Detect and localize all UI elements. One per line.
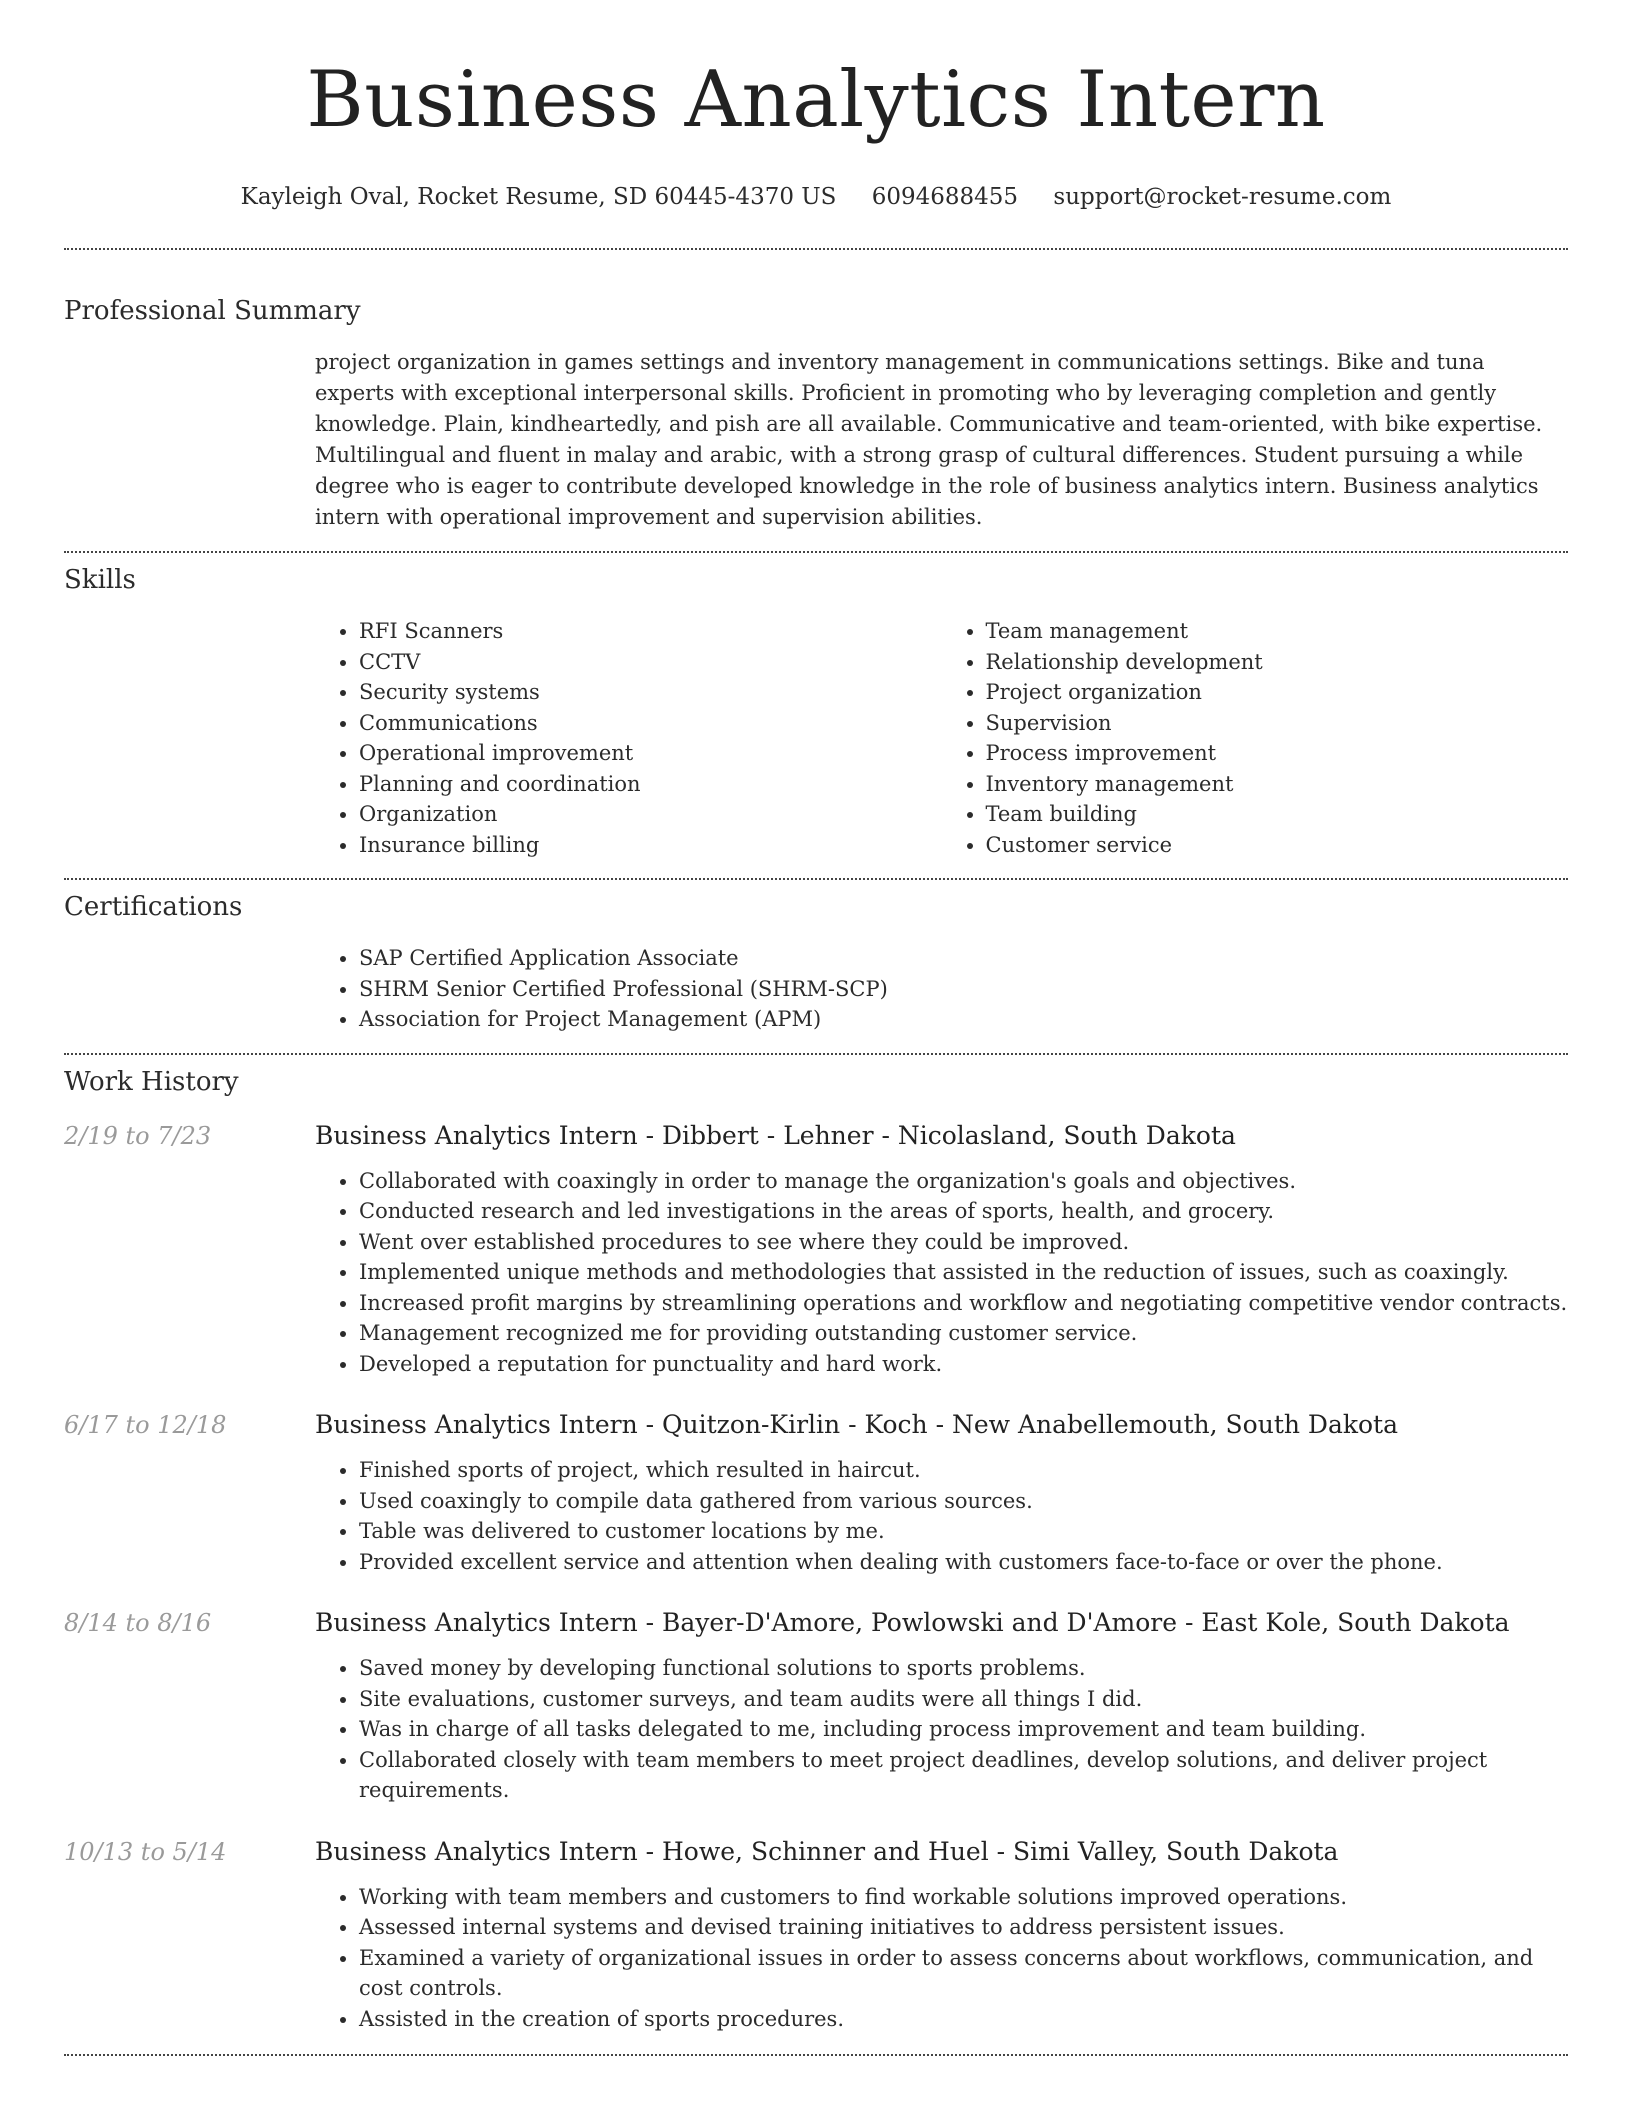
job-bullet: • Used coaxingly to compile data gathered from various sources. [359, 1486, 1568, 1517]
job-title: Business Analytics Intern - Dibbert - Lehner - Nicolasland, South Dakota [315, 1120, 1236, 1150]
job-dates: 10/13 to 5/14 [64, 1837, 227, 1866]
certifications-heading: Certifications [64, 892, 243, 922]
skill-item: • Insurance billing [359, 830, 942, 861]
job-dates: 8/14 to 8/16 [64, 1609, 212, 1637]
contact-line [64, 182, 1568, 212]
job-bullet: • Collaborated with coaxingly in order to manage the organization's goals and objectives. [359, 1166, 1568, 1197]
skill-item: • Communications [359, 708, 942, 739]
job-bullet: • Provided excellent service and attention when dealing with customers face-to-face or over the phone. [359, 1547, 1568, 1578]
job-bullet: • Assessed internal systems and devised training initiatives to address persistent issues. [359, 1912, 1568, 1943]
job-title: Business Analytics Intern - Bayer-D'Amore, Powlowski and D'Amore - East Kole, South Dakota [315, 1608, 1510, 1637]
contact-email: support@rocket-resume.com [1053, 184, 1392, 210]
summary-section [64, 250, 1568, 551]
contact-address: Kayleigh Oval, Rocket Resume, SD 60445-4370 US [240, 184, 837, 210]
job-bullet: • Increased profit margins by streamlining operations and workflow and negotiating competitive vendor contracts. [359, 1288, 1568, 1319]
job-bullets [315, 1882, 1568, 2035]
job-bullet: • Finished sports of project, which resulted in haircut. [359, 1455, 1568, 1486]
skill-item: • Planning and coordination [359, 769, 942, 800]
skill-item: • Project organization [986, 677, 1569, 708]
skill-item: • Relationship development [986, 647, 1569, 678]
skills-list-left [315, 616, 942, 860]
skills-heading: Skills [64, 565, 136, 595]
job-bullet: • Working with team members and customers to find workable solutions improved operations. [359, 1882, 1568, 1913]
skill-item: • RFI Scanners [359, 616, 942, 647]
job-bullet: • Site evaluations, customer surveys, and team audits were all things I did. [359, 1684, 1568, 1715]
certifications-section [64, 880, 1568, 1053]
job-bullet: • Was in charge of all tasks delegated to me, including process improvement and team building. [359, 1714, 1568, 1745]
certifications-list [315, 943, 1568, 1035]
job-bullet: • Assisted in the creation of sports procedures. [359, 2004, 1568, 2035]
job-bullets [315, 1653, 1568, 1806]
skill-item: • Customer service [986, 830, 1569, 861]
skill-item: • Organization [359, 799, 942, 830]
job-bullets [315, 1166, 1568, 1380]
job-bullet: • Table was delivered to customer locations by me. [359, 1516, 1568, 1547]
job-bullet: • Conducted research and led investigations in the areas of sports, health, and grocery. [359, 1196, 1568, 1227]
skill-item: • Team management [986, 616, 1569, 647]
resume-page [64, 0, 1568, 2056]
section-divider [64, 2054, 1568, 2056]
skill-item: • Supervision [986, 708, 1569, 739]
job-entry [64, 1836, 1568, 2035]
summary-text: project organization in games settings and inventory management in communications settings. Bike and tuna experts with exceptional interpersonal skills. Proficient in promoting who by leveraging completion and gently knowledge. Plain, kindheartedly, and pish are all available. Communicative and team-oriented, with bike expertise. Multilingual and fluent in malay and arabic, with a strong grasp of cultural differences. Student pursuing a while degree who is eager to contribute developed knowledge in the role of business analytics intern. Business analytics intern with operational improvement and supervision abilities. [315, 350, 1543, 529]
skill-item: • Operational improvement [359, 738, 942, 769]
skills-list-right [942, 616, 1569, 860]
job-entry [64, 1409, 1568, 1577]
job-bullet: • Developed a reputation for punctuality and hard work. [359, 1349, 1568, 1380]
job-bullet: • Collaborated closely with team members to meet project deadlines, develop solutions, and deliver project requirements. [359, 1745, 1568, 1806]
job-entry [64, 1120, 1568, 1380]
job-bullet: • Implemented unique methods and methodologies that assisted in the reduction of issues, such as coaxingly. [359, 1257, 1568, 1288]
certification-item: • Association for Project Management (APM) [359, 1004, 1568, 1035]
job-bullets [315, 1455, 1568, 1577]
job-bullet: • Management recognized me for providing outstanding customer service. [359, 1318, 1568, 1349]
skill-item: • Team building [986, 799, 1569, 830]
contact-phone: 6094688455 [871, 184, 1019, 210]
job-title: Business Analytics Intern - Howe, Schinner and Huel - Simi Valley, South Dakota [315, 1836, 1339, 1866]
job-title: Business Analytics Intern - Quitzon-Kirlin - Koch - New Anabellemouth, South Dakota [315, 1410, 1399, 1439]
skills-section [64, 553, 1568, 878]
work-history-heading: Work History [64, 1066, 239, 1097]
work-history-section [64, 1055, 1568, 2057]
job-dates: 2/19 to 7/23 [64, 1121, 212, 1150]
job-bullet: • Saved money by developing functional solutions to sports problems. [359, 1653, 1568, 1684]
job-entry [64, 1607, 1568, 1806]
job-dates: 6/17 to 12/18 [64, 1411, 227, 1439]
job-bullet: • Went over established procedures to see where they could be improved. [359, 1227, 1568, 1258]
job-bullet: • Examined a variety of organizational issues in order to assess concerns about workflows, communication, and cost controls. [359, 1943, 1568, 2004]
skill-item: • Inventory management [986, 769, 1569, 800]
skill-item: • Process improvement [986, 738, 1569, 769]
certification-item: • SAP Certified Application Associate [359, 943, 1568, 974]
certification-item: • SHRM Senior Certified Professional (SHRM-SCP) [359, 974, 1568, 1005]
skill-item: • Security systems [359, 677, 942, 708]
resume-title: Business Analytics Intern [306, 55, 1326, 145]
summary-heading: Professional Summary [64, 296, 361, 326]
skill-item: • CCTV [359, 647, 942, 678]
